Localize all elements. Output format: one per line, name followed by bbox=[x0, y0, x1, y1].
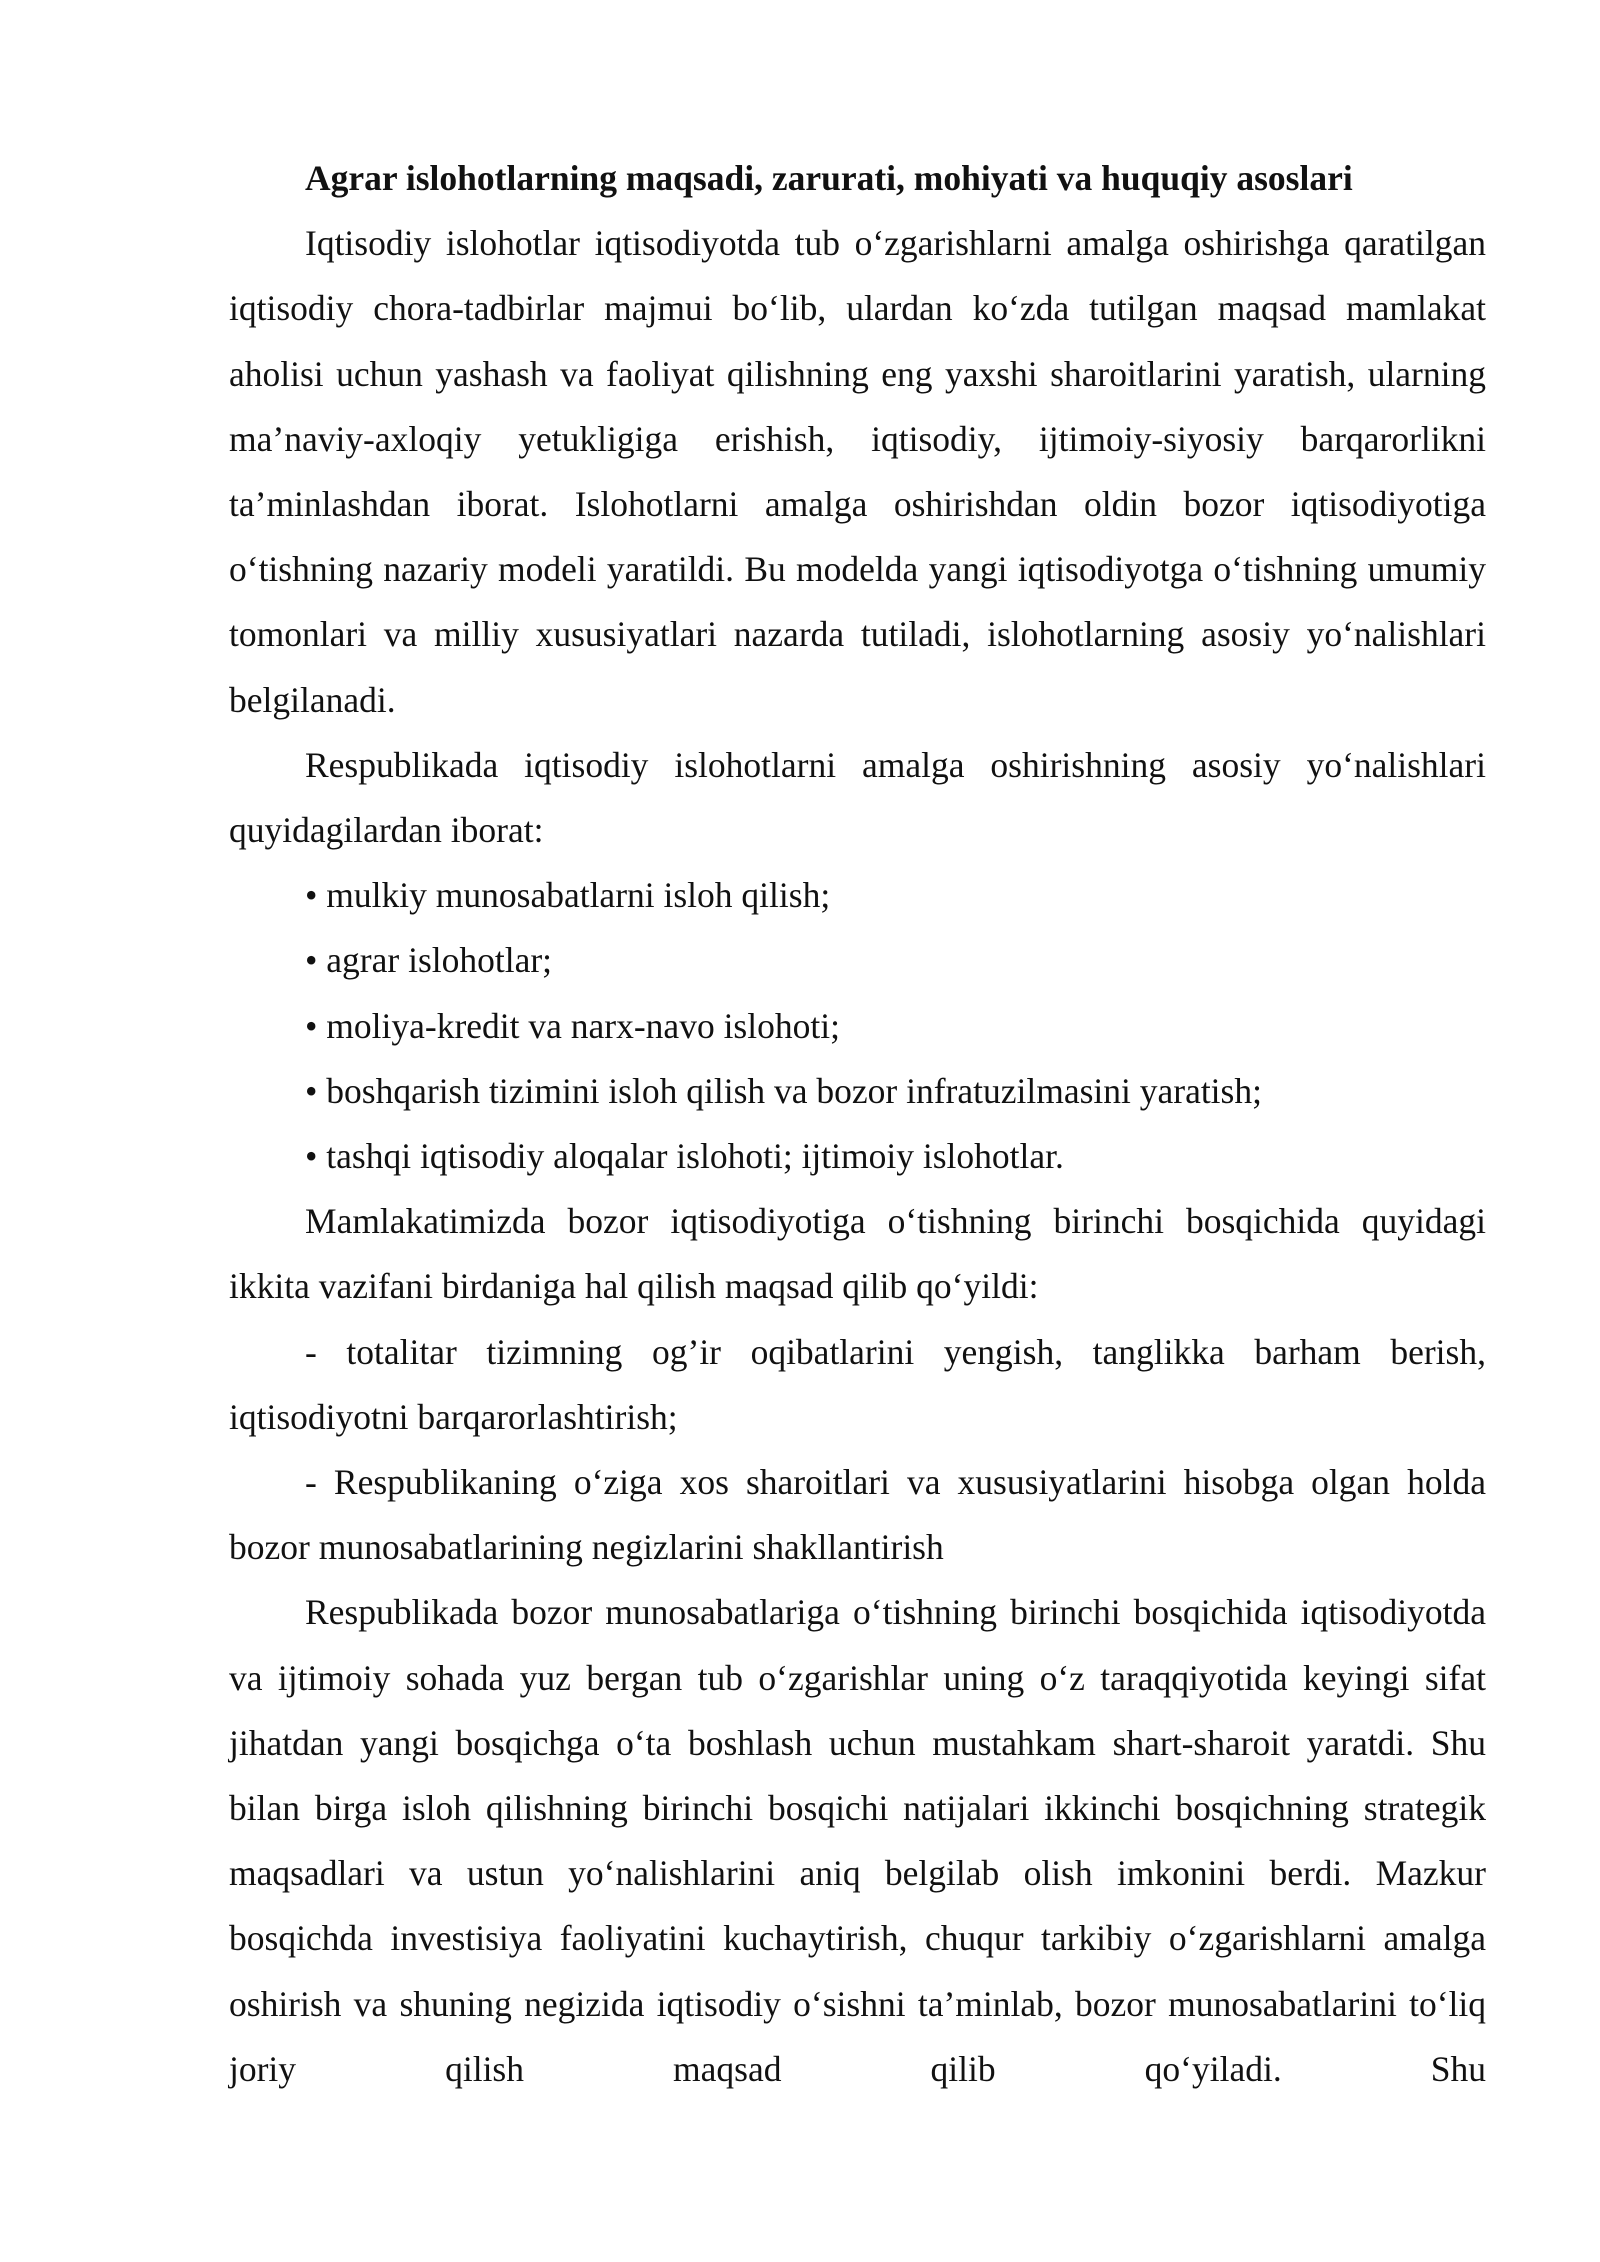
document-page bbox=[229, 146, 1486, 2102]
bullet-item: • mulkiy munosabatlarni isloh qilish; bbox=[305, 875, 831, 916]
dash-item: - totalitar tizimning og’ir oqibatlarini yengish, tanglikka barham berish, iqtisodiyotni barqarorlashtirish; bbox=[229, 1331, 1486, 1437]
bullet-item: • agrar islohotlar; bbox=[305, 940, 553, 981]
paragraph-stage-intro: Mamlakatimizda bozor iqtisodiyotiga o‘tishning birinchi bosqichida quyidagi ikkita vazifani birdaniga hal qilish maqsad qilib qo‘yildi: bbox=[229, 1201, 1486, 1307]
bullet-item: • boshqarish tizimini isloh qilish va bozor infratuzilmasini yaratish; bbox=[305, 1070, 1262, 1111]
paragraph-directions: Respublikada iqtisodiy islohotlarni amalga oshirishning asosiy yo‘nalishlari quyidagilardan iborat: bbox=[229, 744, 1486, 851]
bullet-item: • moliya-kredit va narx-navo islohoti; bbox=[305, 1005, 840, 1046]
bullet-item: • tashqi iqtisodiy aloqalar islohoti; ijtimoiy islohotlar. bbox=[305, 1136, 1064, 1177]
paragraph-intro: Iqtisodiy islohotlar iqtisodiyotda tub o‘zgarishlarni amalga oshirishga qaratilgan iqtisodiy chora-tadbirlar majmui bo‘lib, ulardan ko‘zda tutilgan maqsad mamlakat aholisi uchun yashash va faoliyat qilishning eng yaxshi sharoitlarini yaratish, ularning ma’naviy-axloqiy yetukligiga erishish, iqtisodiy, ijtimoiy-siyosiy barqarorlikni ta’minlashdan iborat. Islohotlarni amalga oshirishdan oldin bozor iqtisodiyotiga o‘tishning nazariy modeli yaratildi. Bu modelda yangi iqtisodiyotga o‘tishning umumiy tomonlari va milliy xususiyatlari nazarda tutiladi, islohotlarning asosiy yo‘nalishlari belgilanadi. bbox=[229, 223, 1486, 720]
dash-item: - Respublikaning o‘ziga xos sharoitlari va xususiyatlarini hisobga olgan holda bozor munosabatlarining negizlarini shakllantirish bbox=[229, 1462, 1486, 1568]
document-title: Agrar islohotlarning maqsadi, zarurati, mohiyati va huquqiy asoslari bbox=[305, 158, 1353, 198]
paragraph-final: Respublikada bozor munosabatlariga o‘tishning birinchi bosqichida iqtisodiyotda va ijtimoiy sohada yuz bergan tub o‘zgarishlar uning o‘z taraqqiyotida keyingi sifat jihatdan yangi bosqichga o‘ta boshlash uchun mustahkam shart-sharoit yaratdi. Shu bilan birga isloh qilishning birinchi bosqichi natijalari ikkinchi bosqichning strategik maqsadlari va ustun yo‘nalishlarini aniq belgilab olish imkonini berdi. Mazkur bosqichda investisiya faoliyatini kuchaytirish, chuqur tarkibiy o‘zgarishlarni amalga oshirish va shuning negizida iqtisodiy o‘sishni ta’minlab, bozor munosabatlarini to‘liq joriy qilish maqsad qilib qo‘yiladi. Shu bbox=[229, 1592, 1486, 2089]
